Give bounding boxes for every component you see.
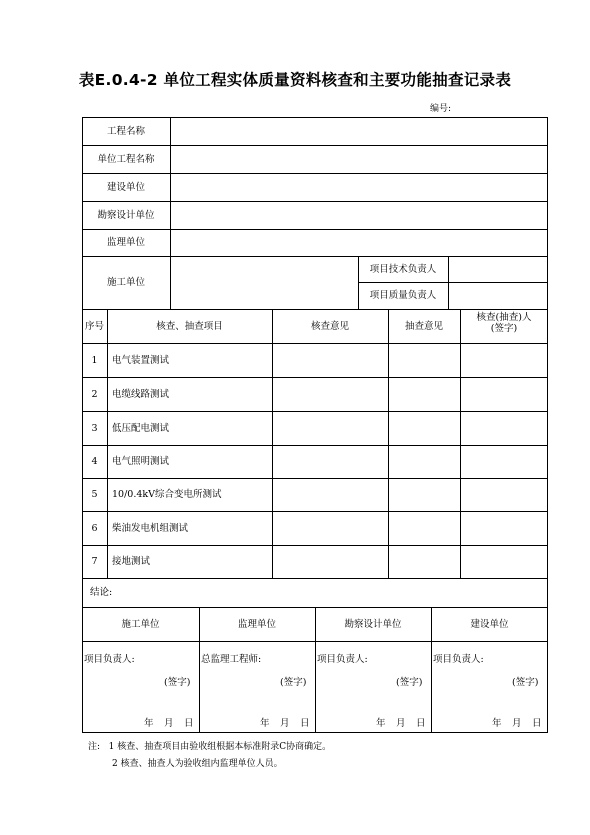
note-1 — [88, 739, 331, 756]
sign-mark-owner: (签字) — [512, 677, 539, 688]
label-contractor: 施工单位 — [106, 277, 145, 288]
sign-mark-supervision: (签字) — [280, 677, 307, 688]
note-2-text: 2 核查、抽查人为验收组内监理单位人员。 — [112, 758, 283, 769]
date-day-survey-design: 日 — [416, 718, 426, 729]
record-form — [82, 117, 548, 733]
label-quality-lead: 项目质量负责人 — [369, 290, 437, 301]
serial-number-label: 编号: — [430, 104, 452, 114]
item-name-2: 电缆线路测试 — [112, 388, 170, 400]
form-title: 表E.0.4-2 单位工程实体质量资料核查和主要功能抽查记录表 — [78, 71, 512, 89]
item-no-3: 3 — [91, 422, 98, 434]
col-header-spot-opinion: 抽查意见 — [404, 320, 443, 332]
item-no-1: 1 — [91, 354, 98, 366]
rule — [388, 309, 389, 578]
label-construction-owner: 建设单位 — [106, 181, 145, 193]
item-name-7: 接地测试 — [112, 556, 151, 567]
date-year-owner: 年 — [492, 718, 502, 729]
date-day-supervision: 日 — [300, 718, 310, 729]
survey-design-field[interactable] — [171, 202, 547, 229]
checker-line-1: 核查(抽查)人 — [476, 312, 532, 323]
date-year-contractor: 年 — [144, 718, 154, 729]
item-no-6: 6 — [91, 522, 98, 534]
rule — [460, 309, 461, 578]
contractor-field[interactable] — [171, 257, 358, 309]
date-day-owner: 日 — [532, 718, 542, 729]
label-tech-lead: 项目技术负责人 — [369, 263, 437, 275]
date-year-survey-design: 年 — [376, 718, 386, 729]
item-name-6: 柴油发电机组测试 — [112, 522, 189, 534]
item-name-4: 电气照明测试 — [112, 456, 170, 467]
item-no-5: 5 — [91, 489, 98, 500]
date-month-supervision: 月 — [280, 718, 290, 729]
sign-person-contractor: 项目负责人: — [84, 654, 135, 665]
item-name-3: 低压配电测试 — [112, 422, 170, 434]
date-year-supervision: 年 — [260, 718, 270, 729]
project-name-field[interactable] — [171, 118, 547, 145]
item-name-1: 电气装置测试 — [112, 354, 170, 366]
note-1-text: 1 核查、抽查项目由验收组根据本标准附录C协商确定。 — [108, 742, 332, 752]
label-project-name: 工程名称 — [106, 125, 145, 137]
item-no-7: 7 — [91, 556, 98, 567]
date-day-contractor: 日 — [184, 718, 194, 729]
date-month-owner: 月 — [512, 718, 522, 729]
col-header-checker — [460, 309, 548, 337]
date-month-contractor: 月 — [164, 718, 174, 729]
construction-owner-field[interactable] — [171, 174, 547, 201]
tech-lead-field[interactable] — [449, 257, 547, 282]
unit-project-name-field[interactable] — [171, 146, 547, 173]
sign-person-supervision: 总监理工程师: — [201, 654, 262, 665]
note-2 — [88, 756, 331, 773]
sign-mark-survey-design: (签字) — [396, 677, 423, 688]
supervision-field[interactable] — [171, 230, 547, 256]
sign-person-owner: 项目负责人: — [433, 654, 484, 665]
sign-unit-survey-design: 勘察设计单位 — [344, 618, 402, 630]
notes-label: 注: — [88, 742, 101, 752]
sign-person-survey-design: 项目负责人: — [317, 654, 368, 665]
sign-mark-contractor: (签字) — [164, 677, 191, 688]
item-no-4: 4 — [91, 456, 98, 467]
item-name-5: 10/0.4kV综合变电所测试 — [112, 489, 222, 500]
label-survey-design-unit: 勘察设计单位 — [97, 209, 155, 221]
notes-block — [88, 739, 331, 772]
rule — [272, 309, 273, 578]
sign-unit-contractor: 施工单位 — [121, 618, 160, 630]
col-header-seq: 序号 — [84, 320, 104, 332]
col-header-item: 核查、抽查项目 — [156, 320, 223, 332]
label-supervision-unit: 监理单位 — [106, 237, 145, 248]
checker-line-2: (签字) — [490, 323, 518, 334]
sign-unit-owner: 建设单位 — [470, 618, 509, 630]
sign-unit-supervision: 监理单位 — [237, 618, 276, 630]
conclusion-label: 结论: — [90, 587, 113, 598]
item-no-2: 2 — [91, 388, 98, 400]
label-unit-project-name: 单位工程名称 — [97, 153, 155, 165]
date-month-survey-design: 月 — [396, 718, 406, 729]
col-header-check-opinion: 核查意见 — [310, 320, 349, 332]
quality-lead-field[interactable] — [449, 283, 547, 309]
